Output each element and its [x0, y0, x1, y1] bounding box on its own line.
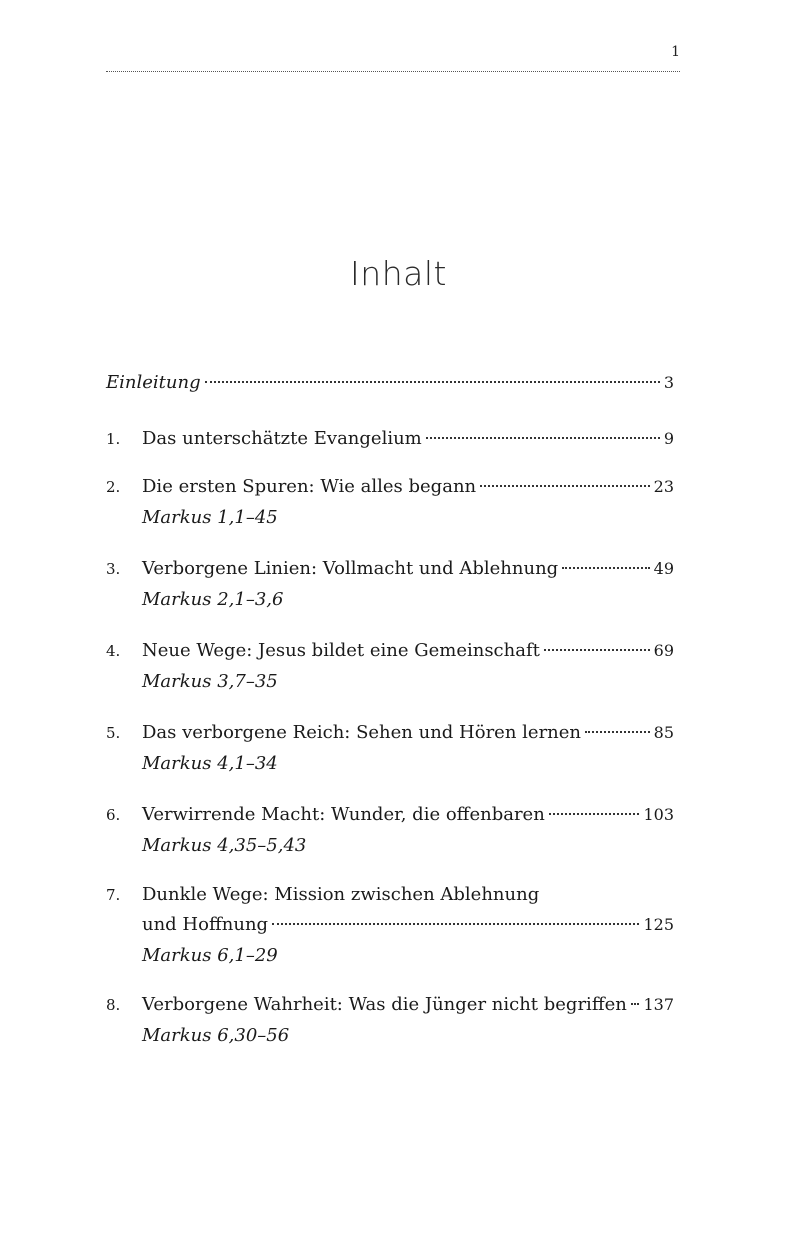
- chapter-page: 23: [653, 477, 674, 496]
- scripture-reference: Markus 4,1–34: [142, 753, 278, 774]
- scripture-reference: Markus 6,30–56: [142, 1025, 290, 1046]
- chapter-page: 69: [653, 641, 674, 660]
- page-number: 1: [671, 44, 680, 60]
- dot-leader: [549, 813, 640, 815]
- toc-entry-chapter-2[interactable]: [106, 472, 674, 534]
- scripture-reference: Markus 2,1–3,6: [142, 589, 284, 610]
- chapter-page: 49: [653, 559, 674, 578]
- chapter-title: Die ersten Spuren: Wie alles begann: [142, 476, 477, 497]
- chapter-page: 137: [643, 995, 674, 1014]
- scripture-reference: Markus 3,7–35: [142, 671, 278, 692]
- chapter-number: 1.: [106, 430, 121, 448]
- chapter-page: 125: [643, 915, 674, 934]
- chapter-title: Neue Wege: Jesus bildet eine Gemeinschaft: [142, 640, 540, 661]
- toc-entry-chapter-3[interactable]: [106, 554, 674, 616]
- dot-leader: [585, 731, 650, 733]
- chapter-number: 6.: [106, 806, 121, 824]
- chapter-title: Verwirrende Macht: Wunder, die offenbaren: [142, 804, 545, 825]
- toc-entry-chapter-7[interactable]: [106, 880, 674, 972]
- scripture-reference: Markus 1,1–45: [142, 507, 278, 528]
- chapter-title-continuation: und Hoffnung: [142, 914, 269, 935]
- page-title: Inhalt: [350, 254, 447, 293]
- toc-entry-chapter-6[interactable]: [106, 800, 674, 862]
- chapter-number: 5.: [106, 724, 121, 742]
- toc-entry-page: 3: [663, 373, 674, 392]
- chapter-number: 2.: [106, 478, 121, 496]
- chapter-page: 85: [653, 723, 674, 742]
- scripture-reference: Markus 6,1–29: [142, 945, 278, 966]
- dot-leader: [426, 437, 660, 439]
- toc-entry-intro[interactable]: [106, 368, 674, 398]
- toc-entry-chapter-4[interactable]: [106, 636, 674, 698]
- toc-entry-chapter-1[interactable]: [106, 424, 674, 454]
- dot-leader: [562, 567, 649, 569]
- scripture-reference: Markus 4,35–5,43: [142, 835, 307, 856]
- dot-leader: [205, 381, 660, 383]
- chapter-page: 103: [643, 805, 674, 824]
- chapter-number: 4.: [106, 642, 121, 660]
- dot-leader: [631, 1003, 640, 1005]
- chapter-title: Verborgene Linien: Vollmacht und Ablehnung: [142, 558, 559, 579]
- toc-entry-title: Einleitung: [106, 372, 201, 393]
- chapter-title: Das unterschätzte Evangelium: [142, 428, 422, 449]
- chapter-page: 9: [663, 429, 674, 448]
- dot-leader: [272, 923, 639, 925]
- chapter-title: Das verborgene Reich: Sehen und Hören lernen: [142, 722, 582, 743]
- toc-entry-chapter-8[interactable]: [106, 990, 674, 1052]
- dot-leader: [480, 485, 650, 487]
- chapter-number: 3.: [106, 560, 121, 578]
- chapter-title: Dunkle Wege: Mission zwischen Ablehnung: [142, 884, 540, 905]
- dot-leader: [544, 649, 650, 651]
- header-dotted-rule: [106, 71, 680, 72]
- toc-entry-chapter-5[interactable]: [106, 718, 674, 780]
- chapter-number: 7.: [106, 886, 121, 904]
- chapter-title: Verborgene Wahrheit: Was die Jünger nicht begriffen: [142, 994, 627, 1015]
- chapter-number: 8.: [106, 996, 121, 1014]
